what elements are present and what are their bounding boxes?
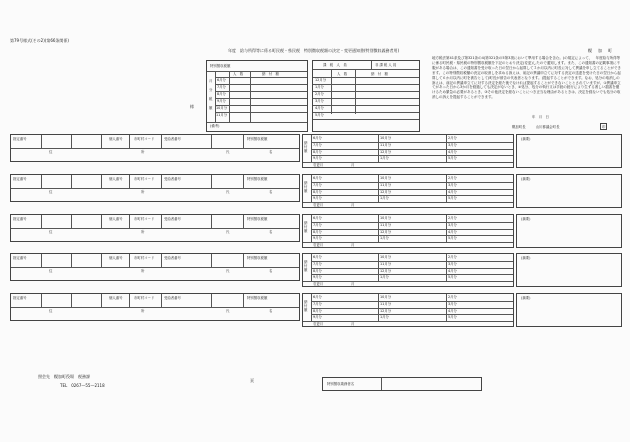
notice-issuer: 幌加町長 山川都議会町長: [512, 125, 560, 129]
record-field-label: 市町村コード: [134, 296, 155, 300]
record-field-label: 受給者番号: [164, 177, 181, 181]
record-field-label: 個人番号: [109, 137, 123, 141]
record-field-label: 指定番号: [13, 137, 27, 141]
record-field-label: 住: [49, 230, 53, 234]
record-field-label: 指定番号: [13, 296, 27, 300]
record-field-label: 住: [49, 190, 53, 194]
record-field-label: 指定番号: [13, 256, 27, 260]
taxpayer-record: 指定番号 個人番号 市町村コード 受給者番号 特別徴収税額 住 所 氏 名 納付額 6月分 7月分 8月分 9月分 10月分 11月分 12月分 1月分 2月分 3月分 4月分 5月分 変更月 月 (摘要): [10, 174, 622, 214]
record-field-label: 氏: [226, 230, 230, 234]
record-field-label: 指定番号: [13, 217, 27, 221]
payment-side-label: 納付額: [304, 221, 308, 234]
record-field-label: 市町村コード: [134, 217, 155, 221]
town-name: 幌 加 町: [588, 48, 613, 53]
document-title: 年度 給与所得等に係る町民税・県民税 特別徴収税額の決定・変更通知書(特別徴収義務者用): [228, 48, 400, 53]
remarks-label: (摘要): [521, 296, 531, 300]
change-month-unit: 月: [351, 243, 355, 247]
record-field-label: 氏: [226, 269, 230, 273]
record-field-label: 氏: [226, 190, 230, 194]
record-field-label: 所: [141, 230, 145, 234]
record-field-label: 名: [269, 269, 273, 273]
taxpayer-record: 指定番号 個人番号 市町村コード 受給者番号 特別徴収税額 住 所 氏 名 納付額 6月分 7月分 8月分 9月分 10月分 11月分 12月分 1月分 2月分 3月分 4月分 5月分 変更月 月 (摘要): [10, 293, 622, 333]
record-field-label: 個人番号: [109, 217, 123, 221]
record-field-label: 受給者番号: [164, 137, 181, 141]
record-field-label: 個人番号: [109, 256, 123, 260]
record-field-label: 氏: [226, 309, 230, 313]
change-month-label: 変更月: [313, 203, 324, 207]
record-field-label: 所: [141, 309, 145, 313]
record-field-label: 指定番号: [13, 177, 27, 181]
record-field-label: 名: [269, 150, 273, 154]
change-month-label: 変更月: [313, 282, 324, 286]
addressee-mark: 様: [190, 104, 194, 109]
remarks-label: (摘要): [521, 177, 531, 181]
payment-side-label: 納付額: [304, 181, 308, 194]
record-field-label: 特別徴収税額: [247, 177, 268, 181]
record-field-label: 市町村コード: [134, 177, 155, 181]
record-field-label: 受給者番号: [164, 256, 181, 260]
taxpayer-record: 指定番号 個人番号 市町村コード 受給者番号 特別徴収税額 住 所 氏 名 納付額 6月分 7月分 8月分 9月分 10月分 11月分 12月分 1月分 2月分 3月分 4月分 5月分 変更月 月 (摘要): [10, 253, 622, 293]
notice-date: 年 月 日: [532, 115, 549, 119]
change-month-label: 変更月: [313, 243, 324, 247]
record-field-label: 氏: [226, 150, 230, 154]
record-field-label: 住: [49, 150, 53, 154]
obligor-name-label: 特別徴収義務者名: [327, 382, 355, 386]
record-field-label: 特別徴収税額: [247, 217, 268, 221]
contact-info: 照会先 幌加町役場 税務課: [38, 374, 90, 379]
record-field-label: 所: [141, 190, 145, 194]
remarks-label: (摘要): [521, 256, 531, 260]
issuer-seal: 印: [602, 125, 606, 129]
payment-side-label: 納付額: [304, 260, 308, 273]
record-field-label: 特別徴収税額: [247, 296, 268, 300]
record-field-label: 住: [49, 269, 53, 273]
record-field-label: 名: [269, 190, 273, 194]
change-month-label: 変更月: [313, 163, 324, 167]
record-field-label: 市町村コード: [134, 137, 155, 141]
record-field-label: 特別徴収税額: [247, 256, 268, 260]
remarks-label: (摘要): [521, 137, 531, 141]
page-mark: 頁: [250, 378, 254, 383]
change-month-unit: 月: [351, 163, 355, 167]
notice-text: 地方税法第41条及び第321条の4(第321条の5第3項において準用する場合を含む。)の規定によって、 年度給与所得等に係る町民税・県民税の特別徴収税額を下記のとおり決定(変更)したので通知します。また、この通知書の記載事項に不服がある場合は、この通知書を受け取った日の翌日から起算して３か月以内に町長に対して異議を申し立てることができます。この特別徴収税額の決定の取消しを求める訴えは、前記の異議申立てに対する決定の送達を受けた日の翌日から起算して６か月以内に町を被告として(町長が被告の代表者となります。)提起することができます。なお、処分の取消しの訴えは、前記の異議申立てに対する決定を経た後でなければ提起することができないこととされていますが、①異議申立てがあった日から3か月を経過しても決定がないとき、②処分、処分の執行又は手続の続行により生ずる著しい損害を避けるため緊急の必要があるとき、③その他決定を経ないことにつき正当な理由があるときは、決定を経ないでも処分の取消しの訴えを提起することができます。: [432, 56, 621, 100]
payment-side-label: 納付額: [304, 300, 308, 313]
taxpayer-record: 指定番号 個人番号 市町村コード 受給者番号 特別徴収税額 住 所 氏 名 納付額 6月分 7月分 8月分 9月分 10月分 11月分 12月分 1月分 2月分 3月分 4月分 5月分 変更月 月 (摘要): [10, 134, 622, 174]
change-month-unit: 月: [351, 203, 355, 207]
record-field-label: 個人番号: [109, 177, 123, 181]
record-field-label: 所: [141, 269, 145, 273]
record-field-label: 住: [49, 309, 53, 313]
right-tax-table: 課 税 人 員 非 課 税 人 員 人 数 納 付 額 12月分 1月分 2月分 3月分 4月分 5月分: [312, 60, 420, 132]
form-number: 第79号様式(その2)(第66条関係): [10, 38, 69, 43]
obligor-name-box: [322, 377, 482, 391]
payment-side-label: 納付額: [304, 141, 308, 154]
remarks-label: (摘要): [521, 217, 531, 221]
record-field-label: 市町村コード: [134, 256, 155, 260]
change-month-unit: 月: [351, 322, 355, 326]
change-month-label: 変更月: [313, 322, 324, 326]
left-tax-table: 特別徴収税額 人 数 納 付 額 月 分 税 額 6月分 7月分 8月分 9月分 10月分 11月分 (備考): [206, 60, 308, 132]
change-month-unit: 月: [351, 282, 355, 286]
record-field-label: 名: [269, 230, 273, 234]
record-field-label: 所: [141, 150, 145, 154]
contact-tel: TEL 0267—55—2118: [60, 383, 105, 388]
record-field-label: 特別徴収税額: [247, 137, 268, 141]
taxpayer-record: 指定番号 個人番号 市町村コード 受給者番号 特別徴収税額 住 所 氏 名 納付額 6月分 7月分 8月分 9月分 10月分 11月分 12月分 1月分 2月分 3月分 4月分 5月分 変更月 月 (摘要): [10, 214, 622, 254]
record-field-label: 受給者番号: [164, 296, 181, 300]
record-field-label: 受給者番号: [164, 217, 181, 221]
record-field-label: 個人番号: [109, 296, 123, 300]
record-field-label: 名: [269, 309, 273, 313]
